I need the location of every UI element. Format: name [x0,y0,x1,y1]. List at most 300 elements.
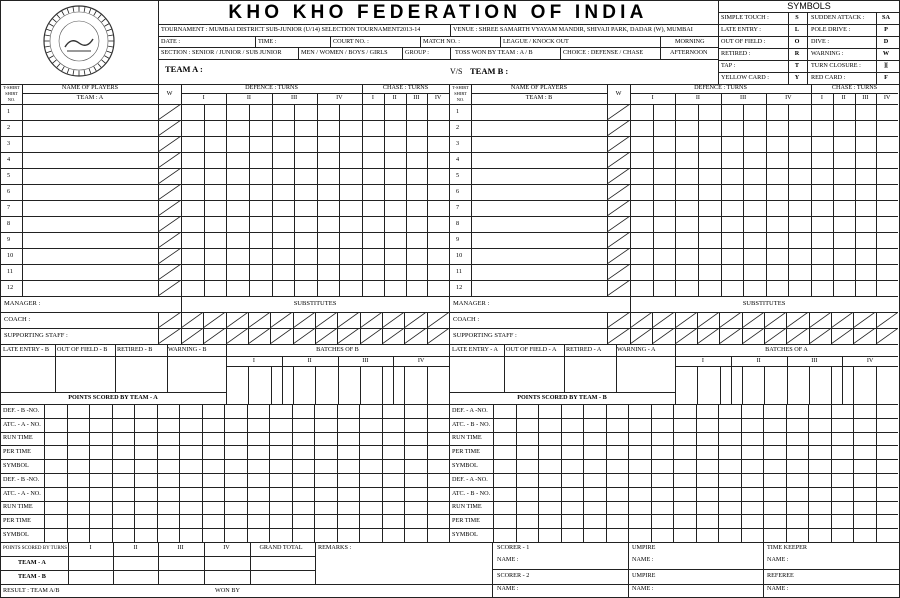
score-row-label: DEF. - A -NO. [452,475,488,483]
substitute-cell[interactable] [831,312,853,328]
warning-cell[interactable] [158,280,181,296]
rule [450,47,451,59]
player-name-field[interactable] [472,201,606,215]
warning-cell[interactable] [607,216,630,232]
rule [628,404,629,542]
turn-heading: III [291,93,298,101]
team-heading: TEAM : A [76,93,104,101]
rule [112,404,113,542]
turn-heading: III [740,93,747,101]
score-row-label: SYMBOL [3,461,29,469]
player-name-field[interactable] [472,233,606,247]
substitute-cell[interactable] [248,328,270,344]
player-number: 10 [456,251,463,259]
turn-heading: I [820,93,823,101]
rule [250,542,251,584]
player-number: 3 [456,139,460,147]
remarks-field[interactable] [318,554,490,582]
player-name-field[interactable] [23,137,157,151]
choice-label: CHOICE : DEFENSE / CHASE [563,49,644,57]
substitute-cell[interactable] [382,312,404,328]
rule [560,47,561,59]
rule [842,356,843,404]
player-name-field[interactable] [472,169,606,183]
player-number: 2 [7,123,11,131]
rule [427,93,428,296]
warning-cell[interactable] [158,232,181,248]
coach-label: COACH : [4,315,31,323]
manager-label: MANAGER : [4,299,41,307]
rule [766,93,767,296]
substitute-cell[interactable] [270,328,292,344]
rule [516,404,517,542]
rule [660,36,661,59]
player-name-field[interactable] [472,105,606,119]
player-name-field[interactable] [23,281,157,295]
rule [697,366,698,404]
player-name-field[interactable] [23,201,157,215]
rule [158,542,159,584]
symbol-name: TURN CLOSURE : [811,61,861,69]
rule [809,366,810,404]
rule [181,84,182,296]
warning-cell[interactable] [607,168,630,184]
substitute-cell[interactable] [315,312,337,328]
symbol-name: RETIRED : [721,49,751,57]
symbol-code: F [884,73,888,81]
warning-cell[interactable] [158,136,181,152]
rule [630,84,631,296]
score-row-label: RUN TIME [452,434,482,442]
warning-cell[interactable] [158,264,181,280]
player-number: 11 [7,267,13,275]
substitute-cell[interactable] [764,328,786,344]
turn-heading: III [862,93,869,101]
warning-field[interactable] [617,357,674,391]
player-name-field[interactable] [23,185,157,199]
player-number: 9 [7,235,11,243]
rule [157,404,158,542]
substitute-cell[interactable] [404,312,426,328]
summary-turn-heading: III [177,543,184,551]
rule [561,404,562,542]
player-number: 6 [456,187,460,195]
symbol-name: DIVE : [811,37,830,45]
symbol-name: SIMPLE TOUCH : [721,13,769,21]
warning-cell[interactable] [158,152,181,168]
rule [272,93,273,296]
rule [876,366,877,404]
warning-label: WARNING - A [617,345,656,353]
rule [282,356,283,404]
date-label: DATE : [161,37,181,45]
score-row-label: DEF. - B -NO. [3,406,40,414]
symbol-code: O [794,37,800,45]
player-name-field[interactable] [472,121,606,135]
player-number: 11 [456,267,462,275]
substitute-cell[interactable] [181,328,203,344]
defence-heading: DEFENCE : TURNS [694,84,747,92]
substitute-cell[interactable] [764,312,786,328]
rule [606,404,607,542]
rule [811,84,812,296]
symbol-code: T [794,61,800,69]
rule [808,404,809,542]
turn-heading: II [246,93,251,101]
rule [404,366,405,404]
vs-label: V/S [450,66,463,76]
rule [718,404,719,542]
substitute-cell[interactable] [652,312,674,328]
rule [651,404,652,542]
staff-warning-cell[interactable] [607,328,630,344]
name-of-players-heading: NAME OF PLAYERS [61,84,119,92]
substitute-cell[interactable] [293,312,315,328]
warning-label: WARNING - B [168,345,207,353]
player-number: 7 [7,203,11,211]
rule [89,404,90,542]
result-label: RESULT : TEAM A/B [3,586,60,594]
no-label: NO. [7,97,16,102]
player-number: 1 [456,107,460,115]
warning-cell[interactable] [607,264,630,280]
rule [583,404,584,542]
rule [855,93,856,296]
late-entry-field[interactable] [450,357,503,391]
rule [853,404,854,542]
player-name-field[interactable] [472,265,606,279]
player-name-field[interactable] [23,153,157,167]
substitute-cell[interactable] [270,312,292,328]
substitute-cell[interactable] [786,328,808,344]
player-number: 1 [7,107,11,115]
substitute-cell[interactable] [652,328,674,344]
shirt-label: SHIRT [454,91,467,96]
rule [315,366,316,404]
name-of-players-heading: NAME OF PLAYERS [510,84,568,92]
team-a-field[interactable]: TEAM A : [165,64,203,74]
team-b-row-label: TEAM - B [18,572,46,580]
substitute-cell[interactable] [876,328,898,344]
turn-heading: II [392,93,397,101]
player-name-field[interactable] [23,265,157,279]
scorer-1-label: SCORER - 1 [497,543,530,551]
out-of-field-field[interactable] [56,357,114,391]
player-name-field[interactable] [472,217,606,231]
player-name-field[interactable] [472,249,606,263]
rule [787,366,788,404]
rule [831,404,832,542]
substitute-cell[interactable] [809,312,831,328]
rule [807,12,808,84]
player-name-field[interactable] [23,233,157,247]
coach-warning-cell[interactable] [607,312,630,328]
points-heading: POINTS SCORED BY TEAM - B [517,393,607,401]
rule [314,404,315,542]
umpire-1-name: NAME : [632,556,654,564]
player-name-field[interactable] [23,121,157,135]
player-name-field[interactable] [472,137,606,151]
warning-cell[interactable] [607,248,630,264]
supporting-staff-label: SUPPORTING STAFF : [453,331,517,339]
scorer-1-name: NAME : [497,556,519,564]
substitute-cell[interactable] [719,328,741,344]
score-row-label: SYMBOL [452,530,478,538]
won-by-label: WON BY [215,586,240,594]
substitute-cell[interactable] [382,328,404,344]
player-name-field[interactable] [472,185,606,199]
substitute-cell[interactable] [181,312,203,328]
retired-field[interactable] [116,357,166,391]
warning-cell[interactable] [607,104,630,120]
substitute-cell[interactable] [809,328,831,344]
page-title: KHO KHO FEDERATION OF INDIA [228,2,648,23]
batch-turn-heading: IV [866,356,874,364]
late-entry-field[interactable] [1,357,54,391]
rule [876,404,877,542]
player-number: 4 [456,155,460,163]
symbol-name: WARNING : [811,49,844,57]
player-number: 12 [456,283,463,291]
points-heading: POINTS SCORED BY TEAM - A [68,393,158,401]
rule [673,404,674,542]
warning-cell[interactable] [607,152,630,168]
warning-cell[interactable] [607,136,630,152]
symbol-name: POLE DRIVE : [811,25,851,33]
warning-cell[interactable] [607,280,630,296]
rule [226,93,227,296]
batch-turn-heading: I [701,356,704,364]
substitute-cell[interactable] [360,328,382,344]
score-row-label: DEF. - A -NO. [452,406,488,414]
score-row-label: ATC. - B - NO. [452,420,491,428]
warning-cell[interactable] [158,184,181,200]
rule [202,404,203,542]
rule [134,404,135,542]
scorer-2-name: NAME : [497,585,519,593]
umpire-2-name: NAME : [632,585,654,593]
player-name-field[interactable] [472,153,606,167]
rule [315,542,316,584]
warning-cell[interactable] [607,120,630,136]
grand-total-label: GRAND TOTAL [259,543,303,551]
symbol-name: RED CARD : [811,73,846,81]
symbol-code: D [883,37,889,45]
rule [224,404,225,542]
substitutes-heading: SUBSTITUTES [742,299,786,307]
substitute-cell[interactable] [404,328,426,344]
player-number: 2 [456,123,460,131]
substitute-cell[interactable] [697,328,719,344]
symbol-name: OUT OF FIELD : [721,37,766,45]
substitute-cell[interactable] [630,328,652,344]
logo-box [1,1,158,80]
rule [764,366,765,404]
substitute-cell[interactable] [337,312,359,328]
score-row-label: PER TIME [3,517,31,525]
rule [298,47,299,59]
scorer-2-label: SCORER - 2 [497,571,530,579]
player-name-field[interactable] [472,281,606,295]
warning-field[interactable] [168,357,225,391]
rule [675,93,676,296]
retired-label: RETIRED - B [117,345,153,353]
rule [471,84,472,296]
symbol-code: W [882,49,890,57]
rule [675,344,676,404]
batch-turn-heading: III [362,356,369,364]
federation-seal-icon [1,1,158,80]
player-name-field[interactable] [23,249,157,263]
substitute-cell[interactable] [853,328,875,344]
coach-label: COACH : [453,315,480,323]
score-row-label: DEF. - B -NO. [3,475,40,483]
rule [876,12,877,84]
rule [382,404,383,542]
rule [158,84,159,296]
substitute-cell[interactable] [675,312,697,328]
rule [500,36,501,47]
player-number: 4 [7,155,11,163]
rule [450,24,451,36]
rule [607,84,608,296]
rule [271,366,272,404]
player-number: 5 [456,171,460,179]
substitute-cell[interactable] [630,312,652,328]
substitute-cell[interactable] [315,328,337,344]
player-name-field[interactable] [23,169,157,183]
substitute-cell[interactable] [742,328,764,344]
symbol-name: LATE ENTRY : [721,25,761,33]
symbol-code: ][ [883,61,889,69]
warning-cell[interactable] [158,120,181,136]
symbol-code: Y [794,73,800,81]
turn-heading: II [695,93,700,101]
section-label: SECTION : SENIOR / JUNIOR / SUB JUNIOR [161,49,282,57]
player-name-field[interactable] [23,105,157,119]
rule [247,404,248,542]
league-label: LEAGUE / KNOCK OUT [503,37,569,45]
rule [742,366,743,404]
substitute-cell[interactable] [742,312,764,328]
player-number: 12 [7,283,14,291]
substitute-cell[interactable] [719,312,741,328]
warning-cell[interactable] [158,200,181,216]
chase-heading: CHASE : TURNS [831,84,878,92]
warning-cell[interactable] [158,248,181,264]
rule [179,404,180,542]
group-label: GROUP : [405,49,430,57]
rule [538,404,539,542]
substitute-cell[interactable] [427,328,449,344]
w-heading: W [166,89,173,97]
rule [67,404,68,542]
player-number: 5 [7,171,11,179]
rule [293,366,294,404]
warning-cell[interactable] [607,200,630,216]
score-row-label: ATC. - A - NO. [3,420,41,428]
late-entry-label: LATE ENTRY - B [3,345,49,353]
rule [876,93,877,296]
umpire-1-label: UMPIRE [632,543,656,551]
w-heading: W [615,89,622,97]
rule [406,93,407,296]
symbol-code: P [884,25,888,33]
team-b-field[interactable]: TEAM B : [470,66,509,76]
turn-heading: I [371,93,374,101]
substitute-cell[interactable] [876,312,898,328]
score-row-label: SYMBOL [452,461,478,469]
tshirt-label: T-SHIRT [452,85,469,90]
warning-cell[interactable] [607,232,630,248]
score-row-label: ATC. - B - NO. [452,489,491,497]
substitute-cell[interactable] [786,312,808,328]
warning-cell[interactable] [158,104,181,120]
substitute-cell[interactable] [853,312,875,328]
substitute-cell[interactable] [226,312,248,328]
substitute-cell[interactable] [203,312,225,328]
rule [22,93,158,94]
rule [68,542,69,584]
warning-cell[interactable] [158,216,181,232]
score-row-label: RUN TIME [3,434,33,442]
coach-warning-cell[interactable] [158,312,181,328]
player-number: 9 [456,235,460,243]
substitute-cell[interactable] [831,328,853,344]
batch-turn-heading: III [811,356,818,364]
match-label: MATCH NO. : [423,37,460,45]
no-label: NO. [456,97,465,102]
late-entry-label: LATE ENTRY - A [452,345,498,353]
symbol-code: R [794,49,800,57]
substitute-cell[interactable] [360,312,382,328]
substitute-cell[interactable] [675,328,697,344]
tournament-label: TOURNAMENT : MUMBAI DISTRICT SUB-JUNIOR (U/14) SELECTION TOURNAMENT2013-14 [161,26,421,34]
symbol-code: L [794,25,800,33]
substitute-cell[interactable] [293,328,315,344]
referee-name: NAME : [767,585,789,593]
referee-label: REFEREE [767,571,794,579]
substitute-cell[interactable] [226,328,248,344]
turn-heading: II [841,93,846,101]
batch-turn-heading: IV [417,356,425,364]
retired-field[interactable] [565,357,615,391]
out-of-field-field[interactable] [505,357,563,391]
rule [833,93,834,296]
substitute-cell[interactable] [203,328,225,344]
symbol-code: SA [882,13,890,21]
substitute-cell[interactable] [427,312,449,328]
time-keeper-name: NAME : [767,556,789,564]
toss-label: TOSS WON BY TEAM : A / B [455,49,533,57]
player-name-field[interactable] [23,217,157,231]
points-by-turns-label: POINTS SCORED BY TURNS [3,545,68,551]
batch-turn-heading: I [252,356,255,364]
player-number: 10 [7,251,14,259]
staff-warning-cell[interactable] [158,328,181,344]
warning-cell[interactable] [607,184,630,200]
rule [404,404,405,542]
rule [384,93,385,296]
rule [492,542,493,598]
substitute-cell[interactable] [697,312,719,328]
umpire-2-label: UMPIRE [632,571,656,579]
player-number: 8 [7,219,11,227]
team-a-row-label: TEAM - A [18,558,46,566]
substitute-cell[interactable] [248,312,270,328]
warning-cell[interactable] [158,168,181,184]
substitute-cell[interactable] [337,328,359,344]
